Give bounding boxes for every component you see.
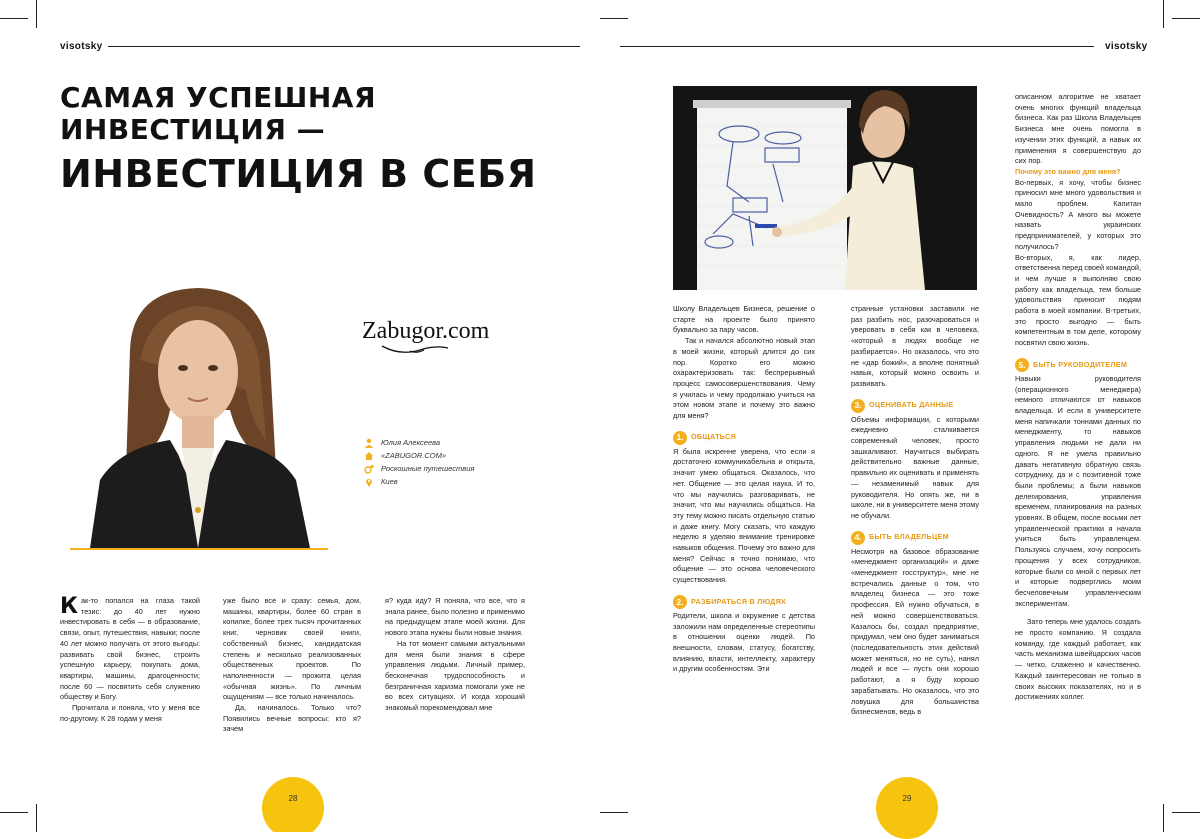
title-line-2: ИНВЕСТИЦИЯ — xyxy=(60,113,326,146)
crop-mark xyxy=(36,804,37,832)
paragraph: Прочитала и поняла, что у меня все по-другому. К 28 годам у меня xyxy=(60,703,200,723)
section-title: БЫТЬ РУКОВОДИТЕЛЕМ xyxy=(1033,359,1128,369)
paragraph: Школу Владельцев Бизнеса, решение о старте на проекте было принято буквально за пару часов. xyxy=(673,304,815,335)
section-be-owner xyxy=(851,531,979,718)
person-icon xyxy=(364,438,374,448)
author-city-row xyxy=(364,475,474,488)
section-title: ОБЩАТЬСЯ xyxy=(691,432,737,442)
crop-mark xyxy=(36,0,37,28)
title-line-3: ИНВЕСТИЦИЯ В СЕБЯ xyxy=(60,152,537,196)
author-company: Роскошные путешествия xyxy=(381,464,475,473)
section-communicate xyxy=(673,431,815,586)
crop-mark xyxy=(600,18,628,19)
section-be-manager xyxy=(1015,358,1141,609)
author-name-row xyxy=(364,436,474,449)
brand-label: visotsky xyxy=(60,41,103,52)
location-pin-icon xyxy=(364,477,374,487)
author-company-row xyxy=(364,462,474,475)
header-rule xyxy=(620,46,1094,47)
logo-swirl-icon xyxy=(380,342,450,356)
page-number-badge xyxy=(876,777,938,839)
paragraph: На тот момент самыми актуальными для меня были знания в сфере управления людьми. Личный пример, бесконечная трудоспособность и безграничная харизма помогали уже не во всех ситуациях. И когда хороший знакомый порекомендовал мне xyxy=(385,638,525,713)
paragraph: Во-вторых, я, как лидер, ответственна перед своей командой, и чем лучше я выполняю свою работу как владельца, тем больше удовольствия приносит людям работа в моей компании. В-третьих, это просто выгодно — быть компетентным в том деле, которому посвятил свою жизнь. xyxy=(1015,252,1141,348)
presentation-photo xyxy=(673,86,977,290)
crop-mark xyxy=(1163,0,1164,28)
home-icon xyxy=(364,451,374,461)
paragraph: Во-первых, я хочу, чтобы бизнес приносил мне много удовольствия и мало проблем. Капитан Очевидность? А много вы можете назвать украинских предпринимателей, у которых это получилось? xyxy=(1015,177,1141,251)
paragraph: уже было все и сразу: семья, дом, машины, квартиры, более 60 стран в копилке, более трех тысяч прочитанных книг, черновик своей книги, собственный бизнес, кандидатская степень и несколько реализованных общественных проектов. По наполненности — прожита целая «обычная жизнь». По личным ощущениям — все только начиналось. xyxy=(223,596,361,702)
paragraph: Зато теперь мне удалось создать не просто компанию. Я создала команду, где каждый работает, как часть механизма швейцарских часов — четко, слаженно и качественно. Каждый заинтересован не только в своих высоких показателях, но и в достижениях коллег. xyxy=(1015,617,1141,702)
author-site: «ZABUGOR.COM» xyxy=(381,451,447,460)
section-title: ОЦЕНИВАТЬ ДАННЫЕ xyxy=(869,400,954,410)
paragraph: Да, начиналось. Только что? Появились вечные вопросы: кто я? зачем xyxy=(223,703,361,734)
crop-mark xyxy=(1172,812,1200,813)
section-number-badge: 5. xyxy=(1015,358,1029,372)
paragraph: странные установки заставили не раз разбить нос, разочароваться и уверовать в себя как в человека, «который в людях вообще не разбирается». Но оказалось, что это не «дар божий», а вполне понятный навык, который можно освоить и развивать. xyxy=(851,304,979,388)
section-understand-people xyxy=(673,595,815,675)
author-name: Юлия Алексеева xyxy=(381,438,441,447)
right-column-2 xyxy=(851,304,979,718)
section-text: Объемы информации, с которыми ежедневно сталкивается современный человек, просто зашкаливают. Научиться выбирать действительно важные данные, правильно их оценивать и применять — незаменимый навык для руководителя. Но опять же, ни в школе, ни в университете меня этому не обучали. xyxy=(851,414,979,520)
author-city: Киев xyxy=(381,477,398,486)
briefcase-icon xyxy=(364,464,374,474)
page-number-badge xyxy=(262,777,324,832)
crop-mark xyxy=(1172,18,1200,19)
paragraph: Так и начался абсолютно новый этап в моей жизни, который длится до сих пор. Коротко его можно охарактеризовать так: беспрерывный процесс самосовершенствования. Чему я училась и чему продолжаю учиться на этом новом этапе и почему это важно для меня? xyxy=(673,336,815,421)
crop-mark xyxy=(1163,804,1164,832)
left-column-2 xyxy=(223,596,361,735)
page-number: 29 xyxy=(902,794,912,803)
section-number-badge: 2. xyxy=(673,595,687,609)
left-column-1 xyxy=(60,596,200,724)
crop-mark xyxy=(0,812,28,813)
right-column-3 xyxy=(1015,92,1141,703)
right-column-1 xyxy=(673,304,815,675)
brand-label: visotsky xyxy=(1105,41,1148,52)
zabugor-logo: Zabugor.com xyxy=(362,318,490,344)
crop-mark xyxy=(600,812,628,813)
header-rule xyxy=(108,46,580,47)
author-info xyxy=(364,436,474,488)
left-page xyxy=(0,0,600,832)
section-text: Я была искренне уверена, что если я достаточно коммуникабельна и открыта, значит умею общаться. Оказалось, что нет. Общение — это целая наука. И то, что мы научились разговаривать, не значит, что мы научились общаться. На эту тему можно писать отдельную статью и даже книгу. Могу сказать, что каждую неделю я уделяю внимание тренировке навыков общения. Почему это важно для меня? Сейчас я точно понимаю, что общение — это основа человеческого существования. xyxy=(673,446,815,585)
title-line-1: САМАЯ УСПЕШНАЯ xyxy=(60,81,377,114)
paragraph: ак-то попался на глаза такой тезис: до 40 лет нужно инвестировать в себя — в образование, связи, опыт, путешествия, навыки; после 40 лет можно получать от этого выгоды: развивать свой бизнес, строить успешную карьеру, покупать дома, квартиры, машины, драгоценности; после 60 — посвятить себя служению обществу и Богу. xyxy=(60,596,200,702)
crop-mark xyxy=(0,18,28,19)
paragraph: описанном алгоритме не хватает очень многих функций владельца бизнеса. Как раз Школа Владельцев Бизнеса мне очень помогла в изучении этих функций, а навык их применения я совершенствую до сих пор. xyxy=(1015,92,1141,166)
author-site-row xyxy=(364,449,474,462)
section-number-badge: 4. xyxy=(851,531,865,545)
subheading: Почему это важно для меня? xyxy=(1015,166,1121,176)
left-column-3 xyxy=(385,596,525,714)
section-number-badge: 3. xyxy=(851,399,865,413)
section-text: Родители, школа и окружение с детства заложили нам определенные стереотипы в отношении оценки людей. По внешности, словам, статусу, богатству, влиянию, власти, интеллекту, характеру и другим особенностям. Эти xyxy=(673,610,815,674)
paragraph: я? куда иду? Я поняла, что все, что я знала ранее, было полезно и применимо на предыдущем этапе моей жизни. Для нового этапа нужны были новые знания. xyxy=(385,596,525,638)
section-title: РАЗБИРАТЬСЯ В ЛЮДЯХ xyxy=(691,596,787,606)
portrait-underline xyxy=(70,548,328,550)
page-number: 28 xyxy=(288,794,298,803)
section-text: Несмотря на базовое образование «менеджмент организаций» и даже «менеджмент госструктур», мне не встречались данные о том, что владелец бизнеса — это тоже профессия. Ей нужно обучаться, в ней можно совершенствоваться. Казалось бы, создал предприятие, придумал, чем оно будет заниматься (последовательность этих действий может меняться, но не суть), нанял людей и все — пусть они хорошо работают, а я буду хорошо зарабатывать. Но оказалось, что это ловушка для большинства бизнесменов, ведь в xyxy=(851,546,979,717)
drop-cap: К xyxy=(60,594,78,619)
article-title xyxy=(60,82,376,146)
author-portrait xyxy=(70,280,328,548)
section-text: Навыки руководителя (операционного менеджера) немного отличаются от навыков владельца. И если в университете меня напичкали тоннами данных по менеджменту, то навыков управления людьми не дали ни одного. Я не умела правильно давать негативную обратную связь сотруднику, да и с позитивной тоже были проблемы; а были навыков делегирования, управления временем, планирования на разных уровнях. В общем, после восьми лет управленческой практики я начала учиться быть управленцем. Пользуясь случаем, хочу попросить прощения у всех сотрудников, которые были со мной с первых лет и которые подверглись моим бесчеловечным управленческим экспериментам. xyxy=(1015,373,1141,608)
section-title: БЫТЬ ВЛАДЕЛЬЦЕМ xyxy=(869,532,949,542)
section-evaluate-data xyxy=(851,399,979,522)
section-number-badge: 1. xyxy=(673,431,687,445)
